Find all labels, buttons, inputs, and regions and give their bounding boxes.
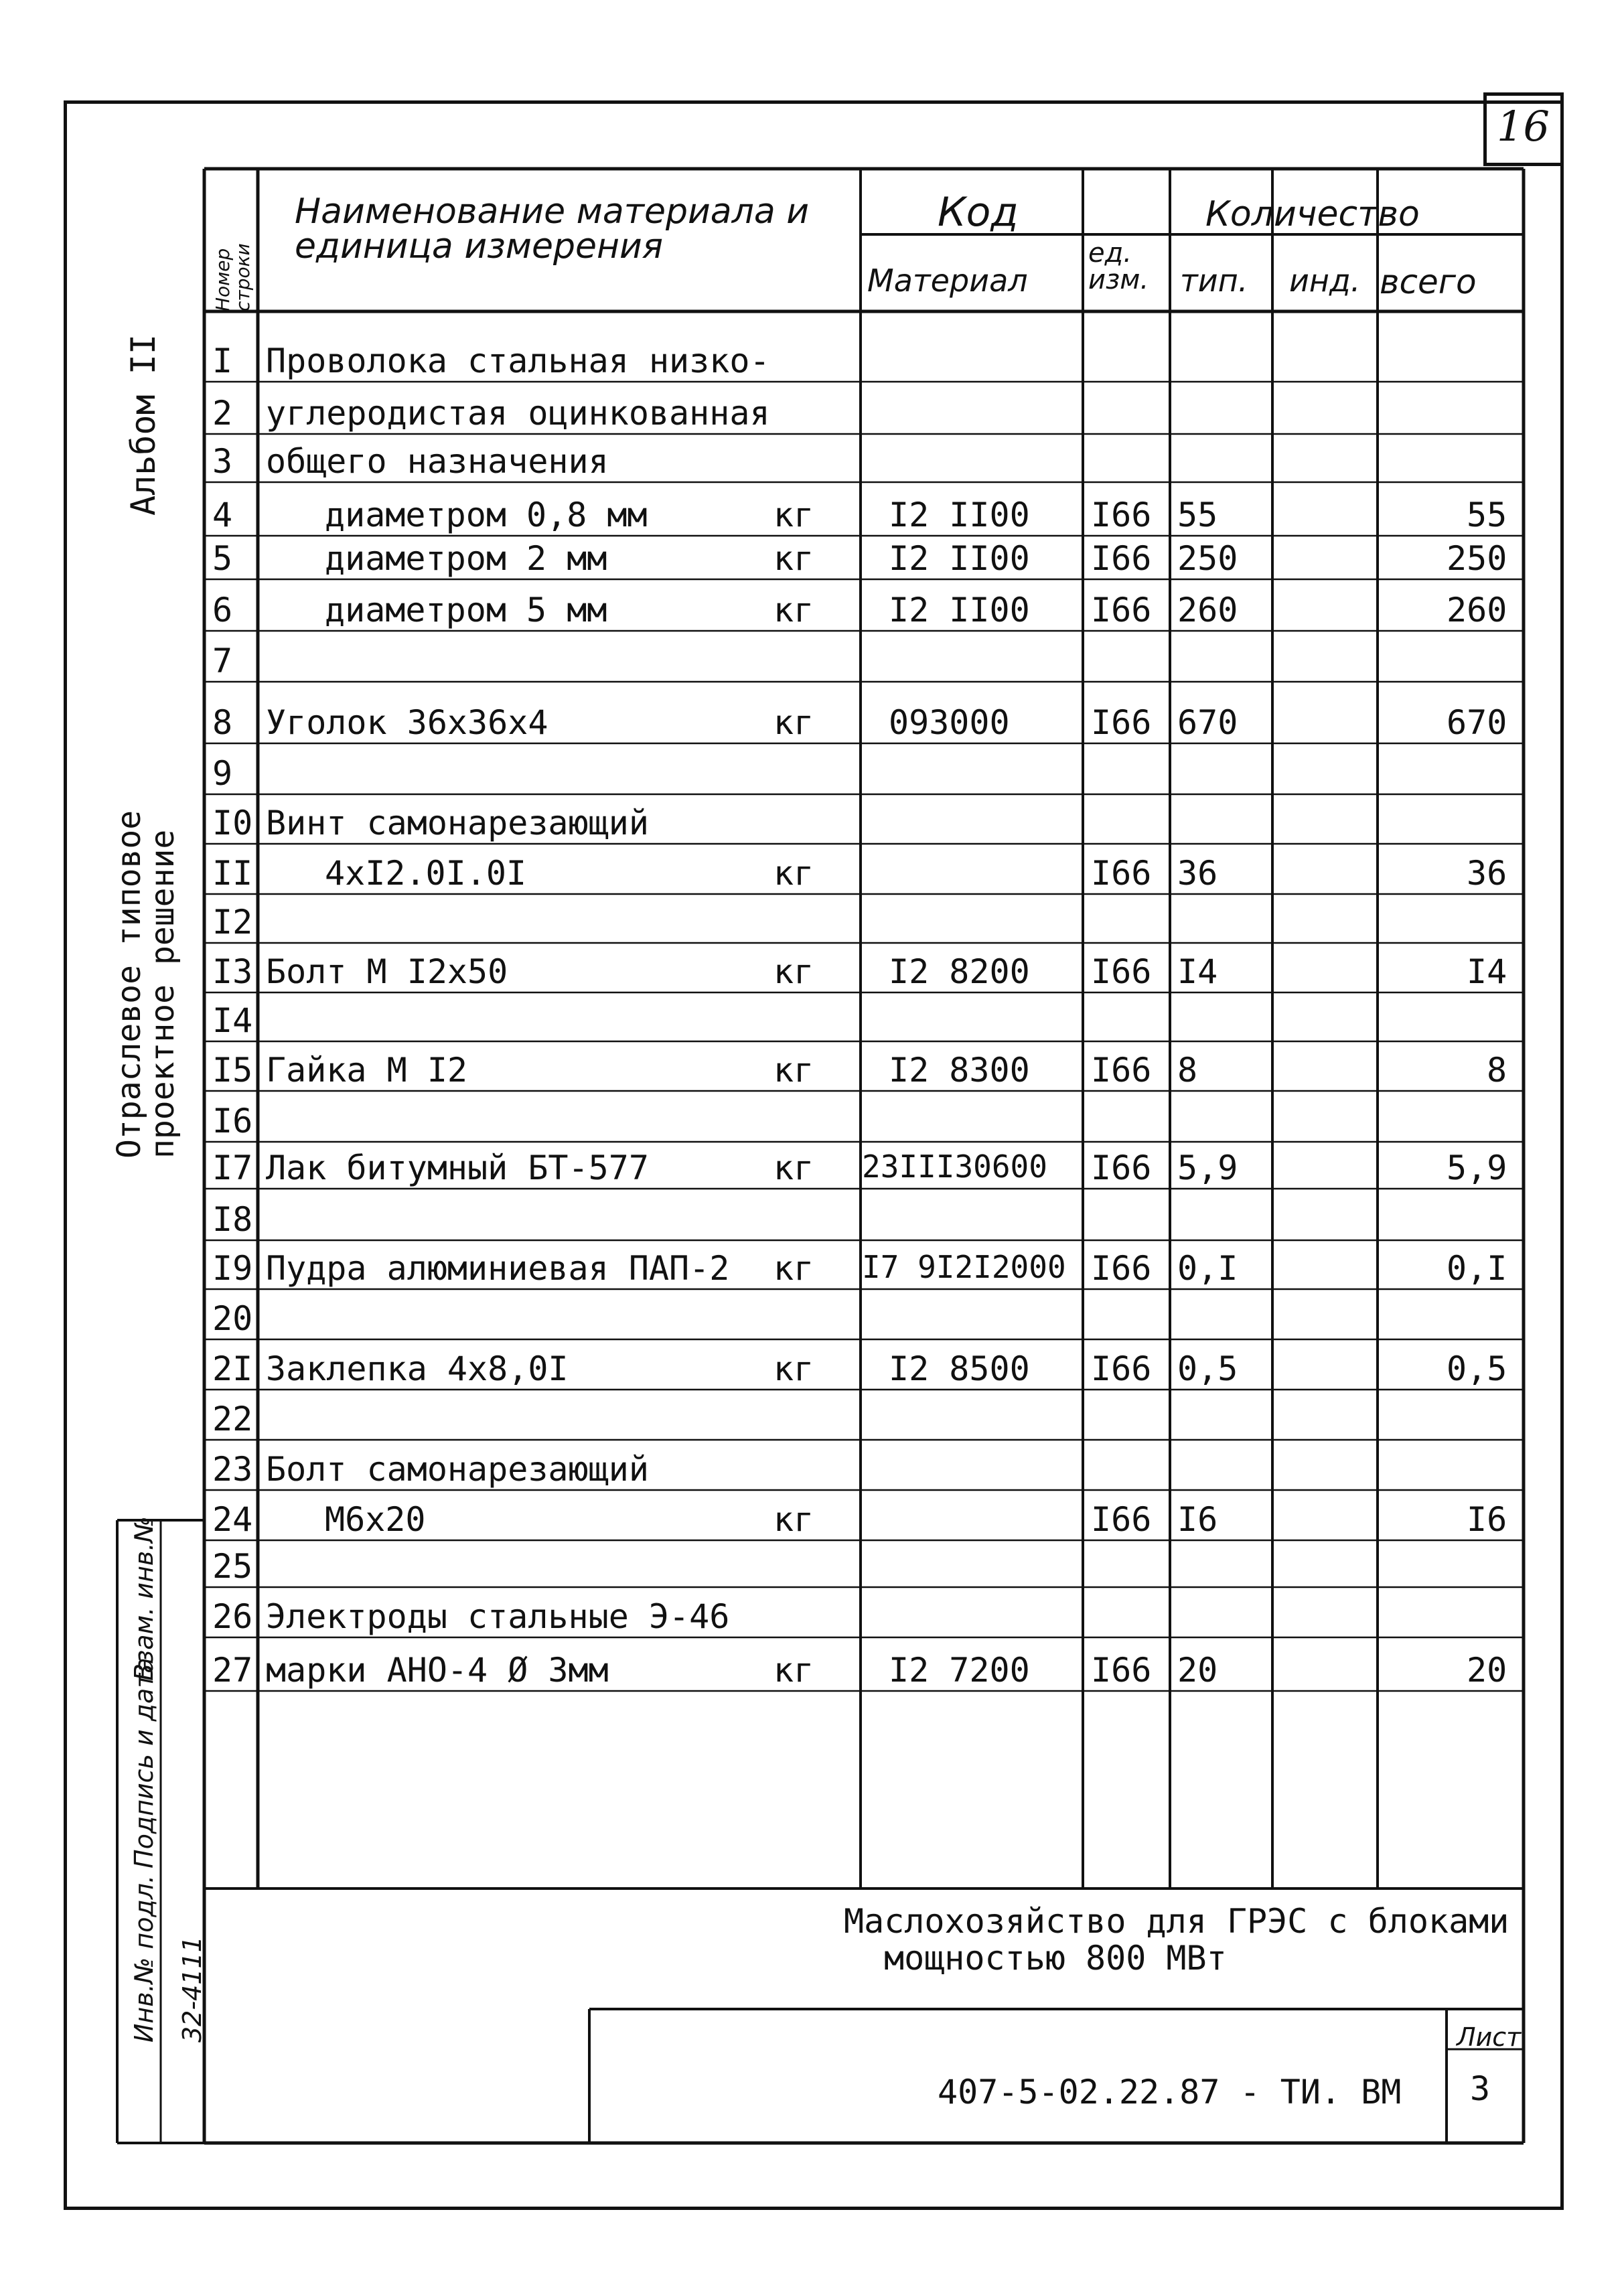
header-quantity: Количество xyxy=(1205,194,1420,234)
qty-total: I4 xyxy=(1467,952,1507,991)
qty-total: 55 xyxy=(1467,496,1507,534)
item-name: углеродистая оцинкованная xyxy=(266,394,770,433)
item-unit: кг xyxy=(773,1651,814,1690)
header-row-number: Номер строки xyxy=(212,243,254,311)
sheet-number: 16 xyxy=(1497,102,1550,151)
item-unit: кг xyxy=(773,1051,814,1090)
material-code: 23III30600 xyxy=(862,1149,1047,1185)
row-number: I4 xyxy=(212,1001,253,1040)
item-unit: кг xyxy=(773,1500,814,1539)
item-unit: кг xyxy=(773,539,814,578)
material-code: I7 9I2I2000 xyxy=(862,1249,1066,1285)
document-code: 407-5-02.22.87 - ТИ. ВМ xyxy=(938,2073,1402,2112)
qty-total: 20 xyxy=(1467,1651,1507,1690)
header-material: Материал xyxy=(867,263,1028,299)
unit-code: I66 xyxy=(1091,1051,1152,1090)
qty-typical: 36 xyxy=(1177,854,1218,893)
row-number: I8 xyxy=(212,1200,253,1239)
sheet-list-label: Лист xyxy=(1457,2022,1522,2052)
header-code: Код xyxy=(938,189,1019,236)
row-number: 2 xyxy=(212,394,233,433)
qty-total: 8 xyxy=(1487,1051,1507,1090)
unit-code: I66 xyxy=(1091,703,1152,742)
item-name: общего назначения xyxy=(266,442,609,481)
item-name: Болт М I2х50 xyxy=(266,952,508,991)
item-unit: кг xyxy=(773,496,814,534)
header-ind: инд. xyxy=(1289,263,1361,299)
item-name: Уголок 36х36х4 xyxy=(266,703,548,742)
sheet-list-number: 3 xyxy=(1470,2069,1491,2108)
item-unit: кг xyxy=(773,703,814,742)
row-number: 27 xyxy=(212,1651,253,1690)
row-number: 7 xyxy=(212,642,233,680)
row-number: 6 xyxy=(212,591,233,630)
row-number: 8 xyxy=(212,703,233,742)
qty-total: 260 xyxy=(1447,591,1507,630)
solution-label-line2: проектное решение xyxy=(144,829,181,1159)
qty-typical: 8 xyxy=(1177,1051,1198,1090)
qty-total: 5,9 xyxy=(1447,1149,1507,1187)
item-name: Лак битумный БТ-577 xyxy=(266,1149,649,1187)
material-code: I2 II00 xyxy=(889,591,1030,630)
item-unit: кг xyxy=(773,854,814,893)
header-typ: тип. xyxy=(1180,263,1248,299)
row-number: 23 xyxy=(212,1450,253,1489)
row-number: II xyxy=(212,854,253,893)
row-number: I7 xyxy=(212,1149,253,1187)
qty-total: 0,5 xyxy=(1447,1349,1507,1388)
row-number: 22 xyxy=(212,1400,253,1438)
unit-code: I66 xyxy=(1091,539,1152,578)
unit-code: I66 xyxy=(1091,952,1152,991)
qty-typical: 0,5 xyxy=(1177,1349,1238,1388)
unit-code: I66 xyxy=(1091,854,1152,893)
item-name: диаметром 0,8 мм xyxy=(325,496,648,534)
item-name: М6х20 xyxy=(325,1500,426,1539)
unit-code: I66 xyxy=(1091,1149,1152,1187)
stamp-replace-label: Взам. инв.№ xyxy=(129,1516,159,1681)
material-code: I2 8200 xyxy=(889,952,1030,991)
qty-typical: I6 xyxy=(1177,1500,1218,1539)
item-unit: кг xyxy=(773,1249,814,1288)
unit-code: I66 xyxy=(1091,591,1152,630)
item-name: Болт самонарезающий xyxy=(266,1450,649,1489)
unit-code: I66 xyxy=(1091,1349,1152,1388)
row-number: I6 xyxy=(212,1102,253,1140)
material-code: 093000 xyxy=(889,703,1010,742)
qty-typical: 0,I xyxy=(1177,1249,1238,1288)
item-name: диаметром 5 мм xyxy=(325,591,607,630)
row-number: I9 xyxy=(212,1249,253,1288)
qty-typical: I4 xyxy=(1177,952,1218,991)
item-name: Заклепка 4х8,0I xyxy=(266,1349,569,1388)
row-number: 24 xyxy=(212,1500,253,1539)
item-unit: кг xyxy=(773,952,814,991)
material-code: I2 8300 xyxy=(889,1051,1030,1090)
header-total: всего xyxy=(1380,263,1477,301)
header-unit-code: ед. изм. xyxy=(1088,238,1149,295)
row-number: 25 xyxy=(212,1547,253,1586)
row-number: I0 xyxy=(212,804,253,842)
row-number: I2 xyxy=(212,903,253,942)
row-number: I xyxy=(212,342,233,380)
item-name: Гайка М I2 xyxy=(266,1051,468,1090)
row-number: 26 xyxy=(212,1597,253,1636)
qty-total: 250 xyxy=(1447,539,1507,578)
album-label: Альбом II xyxy=(124,334,163,516)
qty-typical: 670 xyxy=(1177,703,1238,742)
unit-code: I66 xyxy=(1091,1651,1152,1690)
unit-code: I66 xyxy=(1091,496,1152,534)
solution-label-line1: Отраслевое типовое xyxy=(110,810,148,1159)
qty-total: 0,I xyxy=(1447,1249,1507,1288)
project-title-line2: мощностью 800 МВт xyxy=(884,1939,1227,1978)
stamp-inv-label: Инв.№ подл. xyxy=(129,1874,159,2043)
qty-typical: 55 xyxy=(1177,496,1218,534)
qty-typical: 5,9 xyxy=(1177,1149,1238,1187)
qty-total: 36 xyxy=(1467,854,1507,893)
material-code: I2 7200 xyxy=(889,1651,1030,1690)
material-code: I2 8500 xyxy=(889,1349,1030,1388)
stamp-signature-label: Подпись и дата xyxy=(129,1657,159,1868)
item-name: 4хI2.0I.0I xyxy=(325,854,527,893)
qty-typical: 260 xyxy=(1177,591,1238,630)
unit-code: I66 xyxy=(1091,1500,1152,1539)
row-number: 3 xyxy=(212,442,233,481)
row-number: I5 xyxy=(212,1051,253,1090)
item-name: Проволока стальная низко- xyxy=(266,342,770,380)
item-name: марки АНО-4 Ø 3мм xyxy=(266,1651,609,1690)
row-number: 5 xyxy=(212,539,233,578)
row-number: 4 xyxy=(212,496,233,534)
item-name: Электроды стальные Э-46 xyxy=(266,1597,730,1636)
item-unit: кг xyxy=(773,1349,814,1388)
header-name: Наименование материала и единица измерения xyxy=(295,192,810,267)
row-number: 20 xyxy=(212,1299,253,1338)
item-name: диаметром 2 мм xyxy=(325,539,607,578)
item-unit: кг xyxy=(773,1149,814,1187)
row-number: 9 xyxy=(212,754,233,793)
qty-total: I6 xyxy=(1467,1500,1507,1539)
item-name: Винт самонарезающий xyxy=(266,804,649,842)
item-name: Пудра алюминиевая ПАП-2 xyxy=(266,1249,730,1288)
qty-typical: 250 xyxy=(1177,539,1238,578)
project-title-line1: Маслохозяйство для ГРЭС с блоками xyxy=(844,1902,1509,1941)
qty-total: 670 xyxy=(1447,703,1507,742)
item-unit: кг xyxy=(773,591,814,630)
row-number: I3 xyxy=(212,952,253,991)
material-code: I2 II00 xyxy=(889,496,1030,534)
unit-code: I66 xyxy=(1091,1249,1152,1288)
stamp-inv-value: 32-4111 xyxy=(177,1936,207,2043)
material-code: I2 II00 xyxy=(889,539,1030,578)
qty-typical: 20 xyxy=(1177,1651,1218,1690)
row-number: 2I xyxy=(212,1349,253,1388)
